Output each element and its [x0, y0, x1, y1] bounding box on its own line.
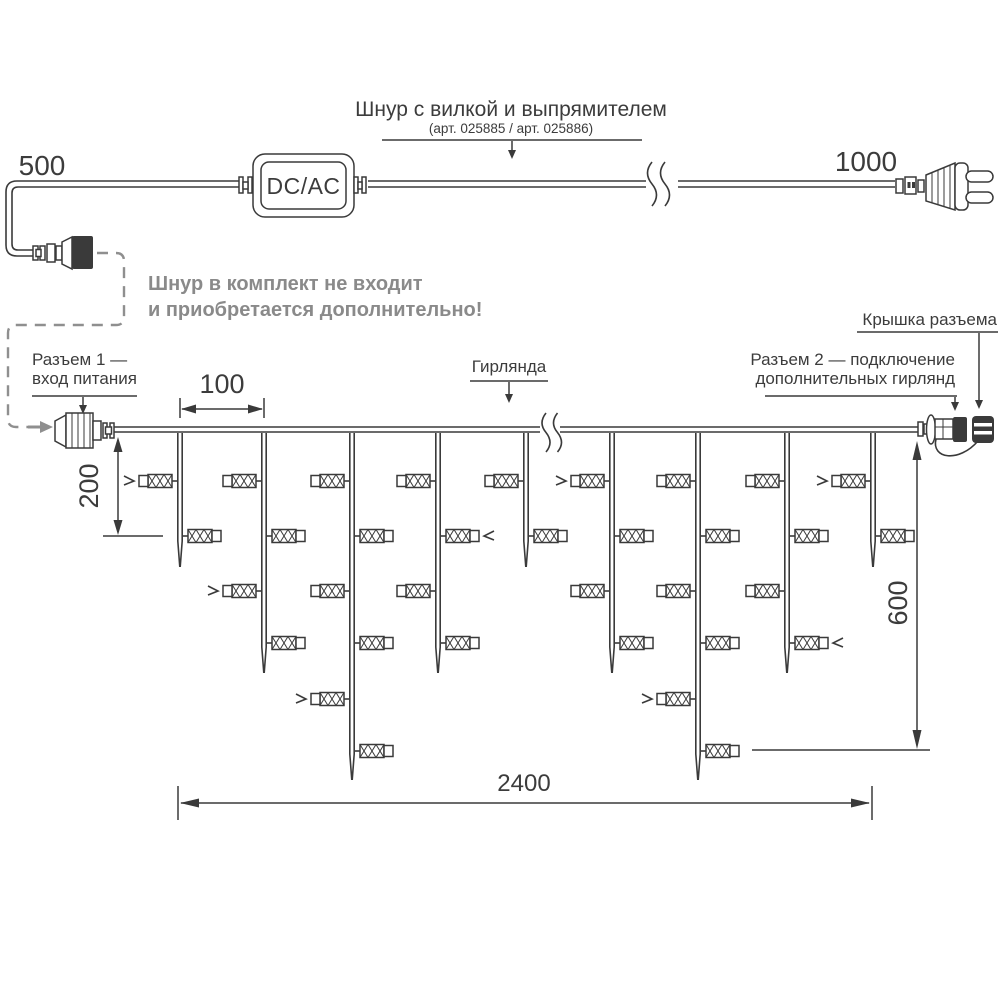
cord-title-line1: Шнур с вилкой и выпрямителем [355, 98, 667, 121]
drop-cord [180, 433, 182, 567]
connector2 [918, 415, 994, 456]
lamp [642, 693, 696, 706]
cord-break-icon [648, 162, 670, 206]
lamp [875, 530, 914, 543]
drop-cord [871, 433, 873, 567]
garland-wire [114, 413, 918, 452]
drop-cord [350, 433, 352, 780]
lamp [528, 530, 567, 543]
connector2-label-line2: дополнительных гирлянд [755, 369, 955, 388]
lamp-direction-arrow-icon [642, 694, 652, 703]
lamp-cap [139, 476, 148, 487]
lamp [700, 637, 739, 650]
lamp [397, 585, 436, 598]
lamp-cap [730, 746, 739, 757]
dashed-arrow-icon [40, 421, 53, 433]
lamp [485, 475, 524, 488]
dimension-2400-value: 2400 [497, 770, 551, 797]
lamp-cap [657, 694, 666, 705]
lamp [223, 475, 262, 488]
dc-ac-label: DC/AC [266, 173, 341, 199]
connector2-label-line1: Разъем 2 — подключение [750, 350, 955, 369]
lamp [311, 475, 350, 488]
drop-cord [178, 433, 180, 567]
lamp [700, 530, 739, 543]
drop-cord [787, 433, 789, 673]
lamp-direction-arrow-icon [208, 586, 218, 595]
lamp-direction-arrow-icon [833, 638, 843, 647]
lamp [614, 530, 653, 543]
lamp-cap [397, 476, 406, 487]
icicle-drop [642, 433, 739, 780]
dimension-600-value: 600 [883, 580, 913, 626]
lamp-cap [384, 531, 393, 542]
lamp-cap [746, 586, 755, 597]
lamp [657, 585, 696, 598]
cord-note-line1: Шнур в комплект не входит [148, 273, 423, 295]
connector2-label [750, 350, 959, 411]
icicle-drop [746, 433, 843, 673]
icicle-drop [124, 433, 221, 567]
dimension-200-value: 200 [74, 463, 104, 509]
lamp-cap [657, 476, 666, 487]
icicle-drop [817, 433, 914, 567]
power-cord-connector [33, 236, 93, 269]
cord-note [148, 273, 482, 321]
lamp-cap [905, 531, 914, 542]
cord-note-line2: и приобретается дополнительно! [148, 299, 483, 321]
lamp [440, 530, 494, 543]
connector1-label-line2: вход питания [32, 369, 137, 388]
lamp-cap [470, 638, 479, 649]
garland-label [470, 357, 548, 403]
lamp [182, 530, 221, 543]
lamp-cap [223, 586, 232, 597]
lamp-cap [730, 638, 739, 649]
lamp-direction-arrow-icon [484, 531, 494, 540]
icicle-drop [296, 433, 393, 780]
lamp-cap [644, 531, 653, 542]
lamp-cap [746, 476, 755, 487]
lamp-direction-arrow-icon [296, 694, 306, 703]
lamp [556, 475, 610, 488]
lamp-cap [311, 694, 320, 705]
lamp-cap [558, 531, 567, 542]
drop-cord [873, 433, 875, 567]
garland-label-text: Гирлянда [471, 357, 547, 376]
cap-label-text: Крышка разъема [862, 310, 997, 329]
power-cord-section [6, 98, 993, 269]
lamp-direction-arrow-icon [817, 476, 827, 485]
drop-cord [438, 433, 440, 673]
drop-cord [524, 433, 526, 567]
drop-cord [526, 433, 528, 567]
lamp [817, 475, 871, 488]
drop-cord [696, 433, 698, 780]
lamp [354, 530, 393, 543]
lamp-cap [571, 476, 580, 487]
lamp [311, 585, 350, 598]
connector1-label [32, 350, 137, 414]
lamp [266, 530, 305, 543]
lamp-direction-arrow-icon [556, 476, 566, 485]
drop-cord [785, 433, 787, 673]
drop-cord [352, 433, 354, 780]
lamp-cap [311, 476, 320, 487]
lamp [571, 585, 610, 598]
lamp-cap [730, 531, 739, 542]
drops-layer [124, 433, 914, 780]
connector-cap [972, 416, 994, 443]
icicle-drop [397, 433, 494, 673]
lamp-cap [296, 638, 305, 649]
lamp-cap [819, 638, 828, 649]
lamp-cap [819, 531, 828, 542]
power-cord-right [368, 162, 895, 206]
drop-cord [612, 433, 614, 673]
connector1 [55, 413, 114, 448]
lamp [657, 475, 696, 488]
lamp [266, 637, 305, 650]
drop-cord [262, 433, 264, 673]
lamp-cap [384, 746, 393, 757]
lamp [789, 637, 843, 650]
lamp [614, 637, 653, 650]
power-cord-left [6, 181, 239, 256]
wire-break-icon [542, 413, 562, 452]
lamp [789, 530, 828, 543]
lamp [208, 585, 262, 598]
connector1-label-line1: Разъем 1 — [32, 350, 128, 369]
dimension-100 [180, 369, 264, 418]
cord-left-length-label: 500 [18, 150, 66, 181]
lamp [440, 637, 479, 650]
connection-dashed-path [8, 253, 124, 433]
lamp-cap [223, 476, 232, 487]
cord-title-line2: (арт. 025885 / арт. 025886) [428, 121, 594, 136]
lamp [124, 475, 178, 488]
lamp-cap [485, 476, 494, 487]
lamp-cap [571, 586, 580, 597]
lamp-cap [832, 476, 841, 487]
lamp-cap [470, 531, 479, 542]
lamp-cap [384, 638, 393, 649]
dimension-100-value: 100 [199, 369, 245, 399]
lamp [700, 745, 739, 758]
lamp-cap [212, 531, 221, 542]
dc-ac-adapter [239, 154, 366, 217]
lamp [354, 745, 393, 758]
drop-cord [264, 433, 266, 673]
cord-title [355, 98, 667, 159]
icicle-drop [485, 433, 567, 567]
lamp-cap [397, 586, 406, 597]
icicle-drop [556, 433, 653, 673]
dimension-2400 [178, 770, 872, 820]
lamp [354, 637, 393, 650]
icicle-drop [208, 433, 305, 673]
lamp-cap [644, 638, 653, 649]
drop-cord [610, 433, 612, 673]
lamp-cap [311, 586, 320, 597]
lamp [746, 475, 785, 488]
lamp [296, 693, 350, 706]
lamp-cap [657, 586, 666, 597]
lamp [746, 585, 785, 598]
cord-right-length-label: 1000 [834, 146, 898, 177]
drop-cord [436, 433, 438, 673]
drop-cord [698, 433, 700, 780]
power-plug [896, 163, 993, 210]
lamp-cap [296, 531, 305, 542]
lamp [397, 475, 436, 488]
lamp-direction-arrow-icon [124, 476, 134, 485]
garland [55, 413, 994, 780]
